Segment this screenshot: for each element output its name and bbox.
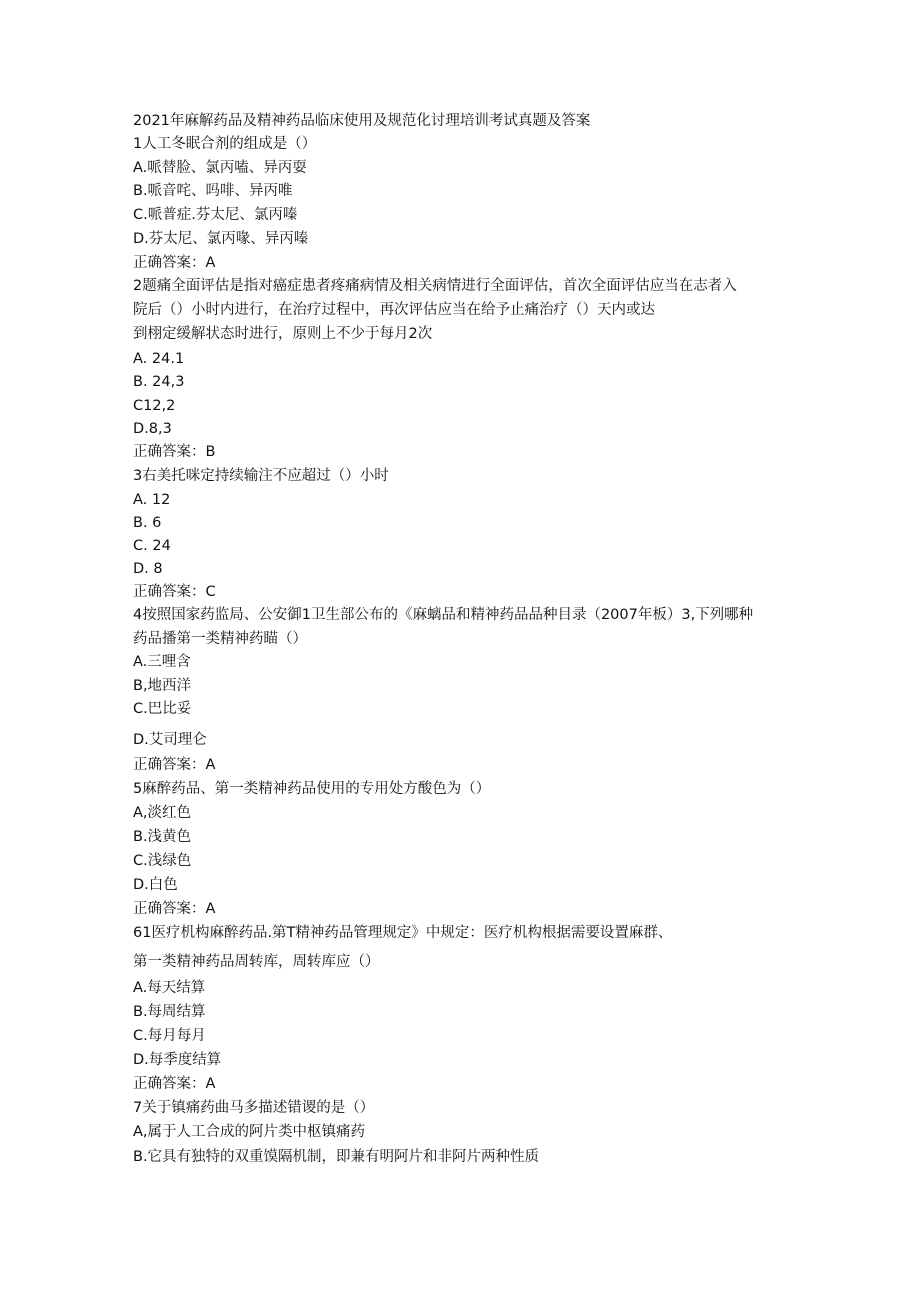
q2-option-c: C12,2 — [133, 398, 176, 414]
q2-option-d: D.8,3 — [133, 421, 172, 437]
question-2-line-3: 到栩定缓解状态时进行，原则上不少于每月2次 — [133, 326, 433, 342]
q6-option-a: A.每天结算 — [133, 980, 206, 996]
q1-option-b: B.哌音咤、吗啡、异丙唯 — [133, 183, 293, 199]
question-1: 1人工冬眠合剂的组成是（） — [133, 136, 317, 152]
q4-option-d: D.艾司理仑 — [133, 732, 207, 748]
q6-option-c: C.每月每月 — [133, 1028, 206, 1044]
q4-option-b: B,地西洋 — [133, 678, 192, 694]
question-6-line-2: 第一类精神药品周转库，周转库应（） — [133, 954, 380, 970]
q6-option-d: D.每季度结算 — [133, 1052, 222, 1068]
q3-answer: 正确答案：C — [133, 584, 216, 600]
q3-option-c: C. 24 — [133, 538, 171, 554]
q4-option-c: C.巴比妥 — [133, 701, 192, 717]
q5-option-d: D.白色 — [133, 877, 178, 893]
question-2-line-2: 院后（）小时内进行，在治疗过程中，再次评估应当在给予止痛治疗（）天内或达 — [133, 302, 655, 318]
q2-option-b: B. 24,3 — [133, 374, 185, 390]
question-5: 5麻醉药品、第一类精神药品使用的专用处方酸色为（） — [133, 781, 491, 797]
q1-option-c: C.哌普症.芬太尼、氯丙嗪 — [133, 207, 298, 223]
q6-option-b: B.每周结算 — [133, 1004, 206, 1020]
question-4-line-1: 4按照国家药监局、公安御1卫生部公布的《麻螭品和精神药品品种目录（2007年板）3,下列哪种 — [133, 607, 754, 623]
q3-option-d: D. 8 — [133, 561, 163, 577]
question-6-line-1: 61医疗机构麻醉药品.第T精神药品管理规定》中规定：医疗机构根据需要设置麻群、 — [133, 925, 673, 941]
document-title: 2021年麻解药品及精神药品临床使用及规范化讨理培训考试真题及答案 — [133, 113, 591, 129]
q3-option-b: B. 6 — [133, 515, 162, 531]
q5-option-b: B.浅黄色 — [133, 829, 192, 845]
q7-option-b: B.它具有独特的双重馍隔机制，即兼有明阿片和非阿片两种性质 — [133, 1149, 540, 1165]
q1-option-d: D.芬太尼、氯丙喙、异丙嗪 — [133, 231, 309, 247]
q4-option-a: A.三哩含 — [133, 654, 191, 670]
q6-answer: 正确答案：A — [133, 1076, 216, 1092]
q1-answer: 正确答案：A — [133, 255, 216, 271]
question-7: 7关于镇痛药曲马多描述错谡的是（） — [133, 1100, 375, 1116]
question-2-line-1: 2题痛全面评估是指对癌症患者疼痛病情及相关病情进行全面评估，首次全面评估应当在志者入 — [133, 278, 737, 294]
q2-answer: 正确答案：B — [133, 444, 216, 460]
question-3: 3右美托咪定持续输注不应超过（）小时 — [133, 468, 389, 484]
q5-option-c: C.浅绿色 — [133, 853, 192, 869]
q3-option-a: A. 12 — [133, 492, 171, 508]
question-4-line-2: 药品播第一类精神药瞄（） — [133, 631, 307, 647]
q5-option-a: A,淡红色 — [133, 805, 192, 821]
q7-option-a: A,属于人工合成的阿片类中枢镇痛药 — [133, 1124, 366, 1140]
q4-answer: 正确答案：A — [133, 757, 216, 773]
q2-option-a: A. 24.1 — [133, 351, 185, 367]
q5-answer: 正确答案：A — [133, 901, 216, 917]
q1-option-a: A.哌替脸、氯丙嗑、异丙耍 — [133, 160, 307, 176]
